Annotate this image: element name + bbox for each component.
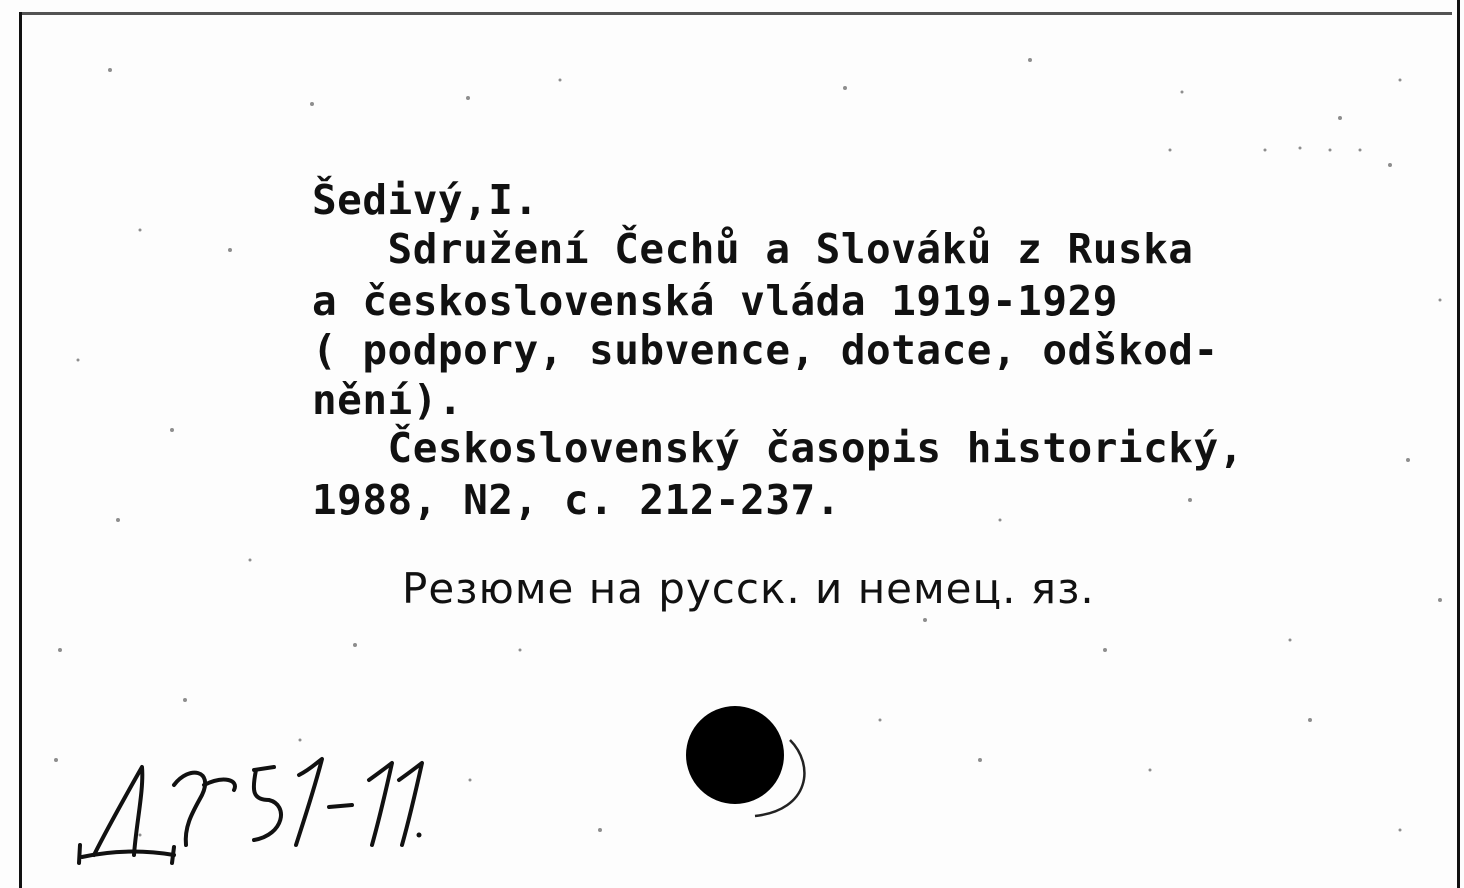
source-line-1: Československý časopis historický, [312, 424, 1244, 472]
author-heading: Šedivý,I. [312, 176, 539, 224]
summary-note: Резюме на русск. и немец. яз. [402, 564, 1095, 613]
title-line-4: nění). [312, 376, 464, 424]
punch-hole-shadow [715, 720, 815, 820]
source-line-2: 1988, N2, c. 212-237. [312, 476, 841, 524]
handwritten-shelf-mark [74, 745, 434, 875]
title-line-2: a československá vláda 1919-1929 [312, 277, 1118, 325]
title-line-3: ( podpory, subvence, dotace, odškod- [312, 326, 1219, 374]
title-line-1: Sdružení Čechů a Slováků z Ruska [312, 225, 1194, 273]
